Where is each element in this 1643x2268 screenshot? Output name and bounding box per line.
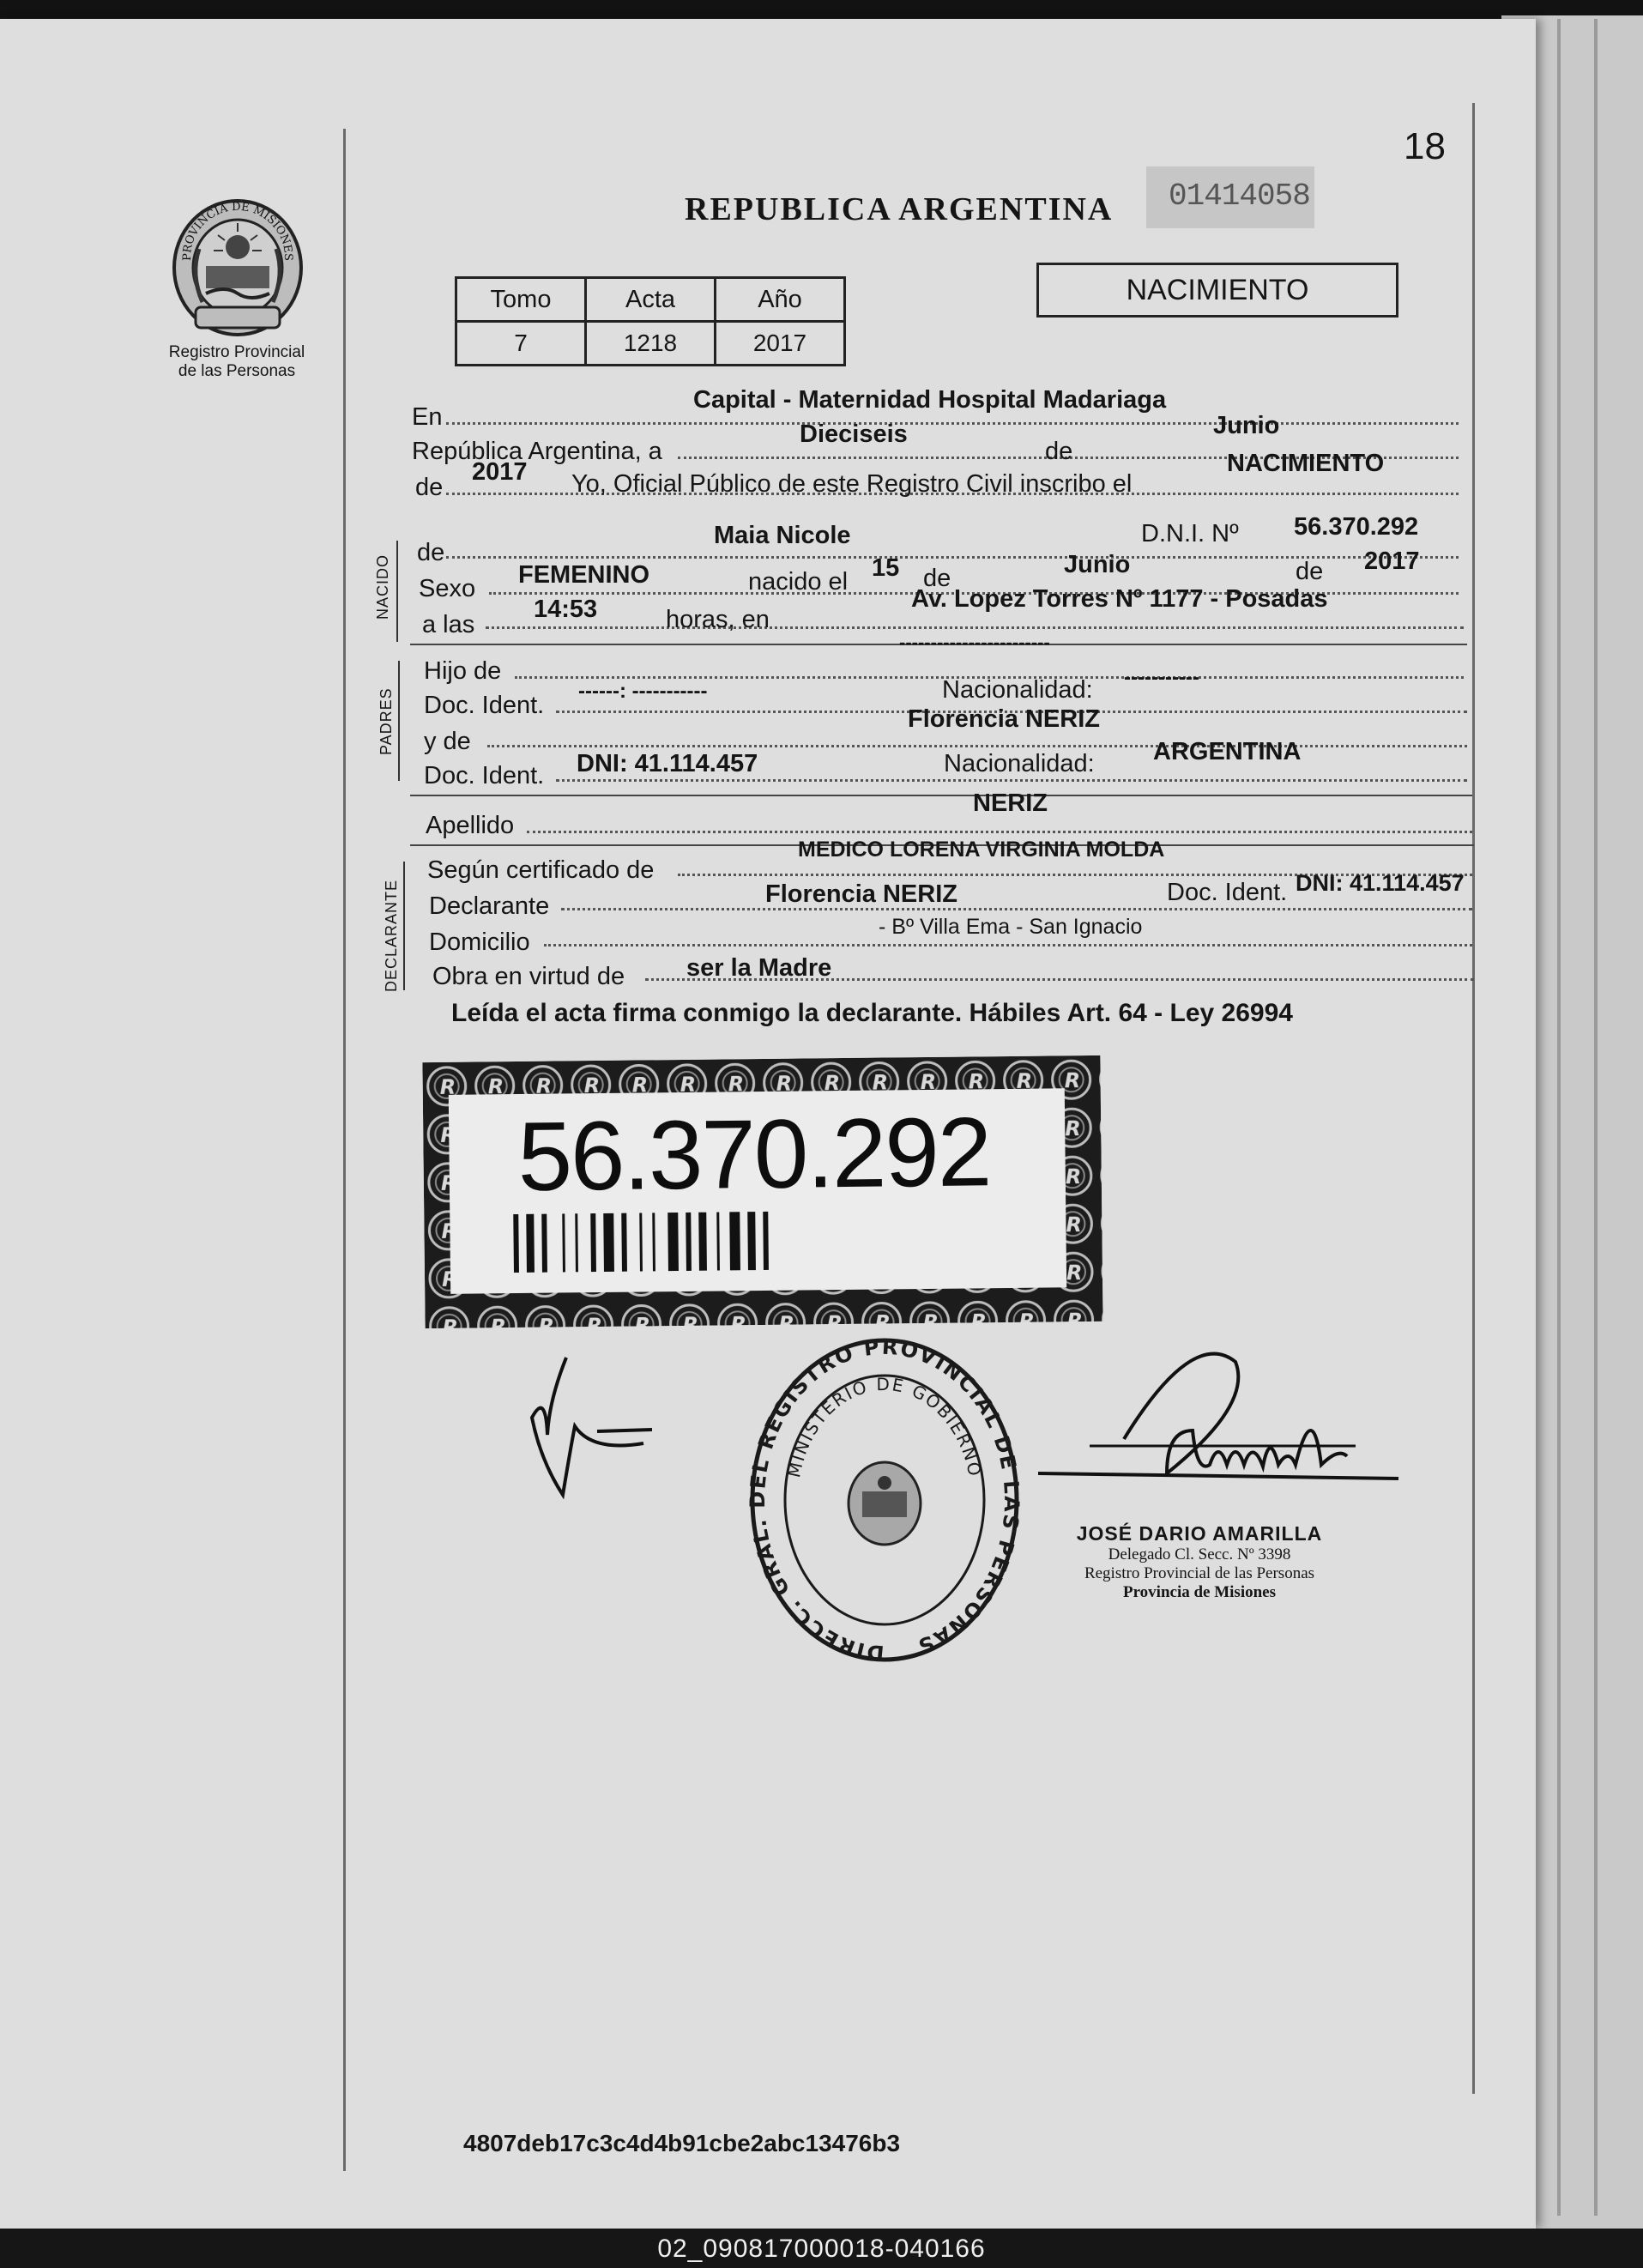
barcode-bar xyxy=(541,1214,547,1273)
nacido-de-label: de xyxy=(417,539,445,566)
official-block xyxy=(1036,1522,1362,1602)
mother-nationality: ARGENTINA xyxy=(1153,738,1302,765)
mother-nationality-label: Nacionalidad: xyxy=(944,750,1095,777)
mother-name: Florencia NERIZ xyxy=(908,705,1100,733)
official-office: Registro Provincial de las Personas xyxy=(1084,1564,1315,1582)
padres-section-label: PADRES xyxy=(378,687,395,755)
barcode-bar xyxy=(729,1212,740,1270)
dotted-line xyxy=(446,422,1459,425)
barcode-bar xyxy=(667,1213,679,1271)
nacido-section-label: NACIDO xyxy=(374,553,391,620)
en-label: En xyxy=(412,403,443,431)
dotted-line xyxy=(527,831,1472,833)
mother-doc: DNI: 41.114.457 xyxy=(577,750,758,777)
y-de-label: y de xyxy=(424,728,471,755)
father-doc-label: Doc. Ident. xyxy=(424,692,545,719)
birth-time: 14:53 xyxy=(534,596,598,623)
inscribo-label: Yo, Oficial Público de este Registro Civil inscribo el xyxy=(571,470,1133,498)
official-province: Provincia de Misiones xyxy=(1122,1583,1277,1601)
official-name: JOSÉ DARIO AMARILLA xyxy=(1076,1522,1323,1545)
header-tomo: Tomo xyxy=(456,278,586,322)
barcode-bar xyxy=(621,1213,627,1272)
dotted-line xyxy=(544,944,1472,947)
register-table-value-row xyxy=(456,322,845,366)
declarante-label: Declarante xyxy=(429,892,550,920)
header-acta: Acta xyxy=(586,278,716,322)
father-doc: ------: ----------- xyxy=(578,680,708,703)
dni-sticker xyxy=(422,1055,1102,1328)
dni-label: D.N.I. Nº xyxy=(1141,520,1239,547)
obra-value: ser la Madre xyxy=(686,954,832,982)
domicilio-label: Domicilio xyxy=(429,928,530,956)
republica-label: República Argentina, a xyxy=(412,438,662,465)
barcode-bar xyxy=(590,1213,596,1272)
seal-inner-text: MINISTERIO DE GOBIERNO xyxy=(783,1373,986,1479)
a-las-label: a las xyxy=(422,611,475,638)
month-value: Junio xyxy=(1213,412,1280,439)
father-name: ------------------------ xyxy=(899,632,1050,653)
dotted-line xyxy=(561,908,1472,910)
place-value: Capital - Maternidad Hospital Madariaga xyxy=(693,386,1167,414)
declarante-name: Florencia NERIZ xyxy=(765,880,957,908)
paper-stack-edge xyxy=(1557,19,1561,2216)
de-label-3: de xyxy=(1296,558,1324,585)
official-signature xyxy=(1038,1345,1416,1508)
apellido-value: NERIZ xyxy=(973,789,1048,817)
barcode-bar xyxy=(526,1214,535,1273)
logo-caption-line1: Registro Provincial xyxy=(168,343,305,361)
birth-month: Junio xyxy=(1064,551,1131,578)
header-ano: Año xyxy=(716,278,845,322)
barcode-bar xyxy=(698,1213,707,1271)
logo-ring-text: PROVINCIA DE MISIONES xyxy=(180,200,295,262)
logo-caption-line2: de las Personas xyxy=(178,362,296,380)
barcode-bar xyxy=(747,1212,756,1270)
nacido-el-label: nacido el xyxy=(748,568,849,596)
dotted-line xyxy=(486,626,1464,629)
official-seal xyxy=(746,1332,1023,1668)
hijo-de-label: Hijo de xyxy=(424,657,502,685)
value-tomo: 7 xyxy=(456,322,586,366)
barcode-bar xyxy=(686,1213,692,1271)
left-margin-line xyxy=(343,129,346,2171)
top-dark-strip xyxy=(0,0,1643,19)
padres-bracket xyxy=(398,661,400,781)
act-type-box: NACIMIENTO xyxy=(1036,263,1398,318)
paper-stack-edge xyxy=(1594,19,1598,2216)
father-nationality-label: Nacionalidad: xyxy=(942,676,1093,704)
domicilio-value: - Bº Villa Ema - San Ignacio xyxy=(879,915,1143,939)
value-ano: 2017 xyxy=(716,322,845,366)
value-acta: 1218 xyxy=(586,322,716,366)
obra-label: Obra en virtud de xyxy=(432,963,625,990)
provincial-logo xyxy=(165,197,311,339)
register-table-header-row xyxy=(456,278,845,322)
certificado-label: Según certificado de xyxy=(427,856,655,884)
de-year-label: de xyxy=(415,474,444,501)
de-label: de xyxy=(1045,438,1073,465)
logo-caption xyxy=(151,343,323,381)
child-name: Maia Nicole xyxy=(714,522,851,549)
register-table xyxy=(455,276,846,366)
birth-year: 2017 xyxy=(1364,547,1420,575)
apellido-label: Apellido xyxy=(426,812,515,839)
closing-statement: Leída el acta firma conmigo la declarante. Hábiles Art. 64 - Ley 26994 xyxy=(451,999,1293,1027)
sexo-value: FEMENINO xyxy=(518,561,650,589)
declarante-doc-label: Doc. Ident. xyxy=(1167,879,1288,906)
dni-sticker-number: 56.370.292 xyxy=(516,1098,991,1212)
serial-number: 01414058 xyxy=(1169,178,1310,214)
certificado-value: MEDICO LORENA VIRGINIA MOLDA xyxy=(798,838,1165,862)
barcode-bar xyxy=(513,1214,519,1273)
mother-doc-label: Doc. Ident. xyxy=(424,762,545,789)
declarant-signature xyxy=(515,1340,686,1512)
birth-address: Av. Lopez Torres Nº 1177 - Posadas xyxy=(911,585,1328,613)
birth-certificate-page xyxy=(0,19,1536,2229)
act-word-value: NACIMIENTO xyxy=(1227,450,1385,477)
seal-outer-text: DIRECC. GRAL. DEL REGISTRO PROVINCIAL DE LAS PERSONAS xyxy=(746,1334,1023,1666)
document-title: REPUBLICA ARGENTINA xyxy=(685,191,1114,227)
serial-stamp xyxy=(1146,166,1314,228)
year-value: 2017 xyxy=(472,458,528,486)
dotted-line xyxy=(487,745,1467,747)
declarante-doc: DNI: 41.114.457 xyxy=(1296,870,1465,896)
child-dni: 56.370.292 xyxy=(1294,513,1419,541)
declarante-section-label: DECLARANTE xyxy=(383,879,400,992)
barcode-bar xyxy=(603,1213,614,1272)
birth-day: 15 xyxy=(872,554,900,582)
de-label-2: de xyxy=(923,565,951,592)
dotted-line xyxy=(556,779,1467,782)
declarante-bracket xyxy=(403,862,405,990)
official-role: Delegado Cl. Secc. Nº 3398 xyxy=(1108,1545,1291,1563)
sexo-label: Sexo xyxy=(419,575,476,602)
father-nationality: ----------- xyxy=(1124,666,1199,689)
page-number: 18 xyxy=(1404,125,1446,167)
nacido-bracket xyxy=(396,541,398,642)
day-value: Dieciseis xyxy=(800,420,908,448)
document-hash: 4807deb17c3c4d4b91cbe2abc13476b3 xyxy=(463,2130,901,2156)
barcode-bar xyxy=(763,1212,769,1270)
right-margin-line xyxy=(1472,103,1475,2094)
horas-label: horas, en xyxy=(666,606,770,633)
file-id: 02_090817000018-040166 xyxy=(657,2235,986,2263)
section-divider xyxy=(410,795,1472,796)
